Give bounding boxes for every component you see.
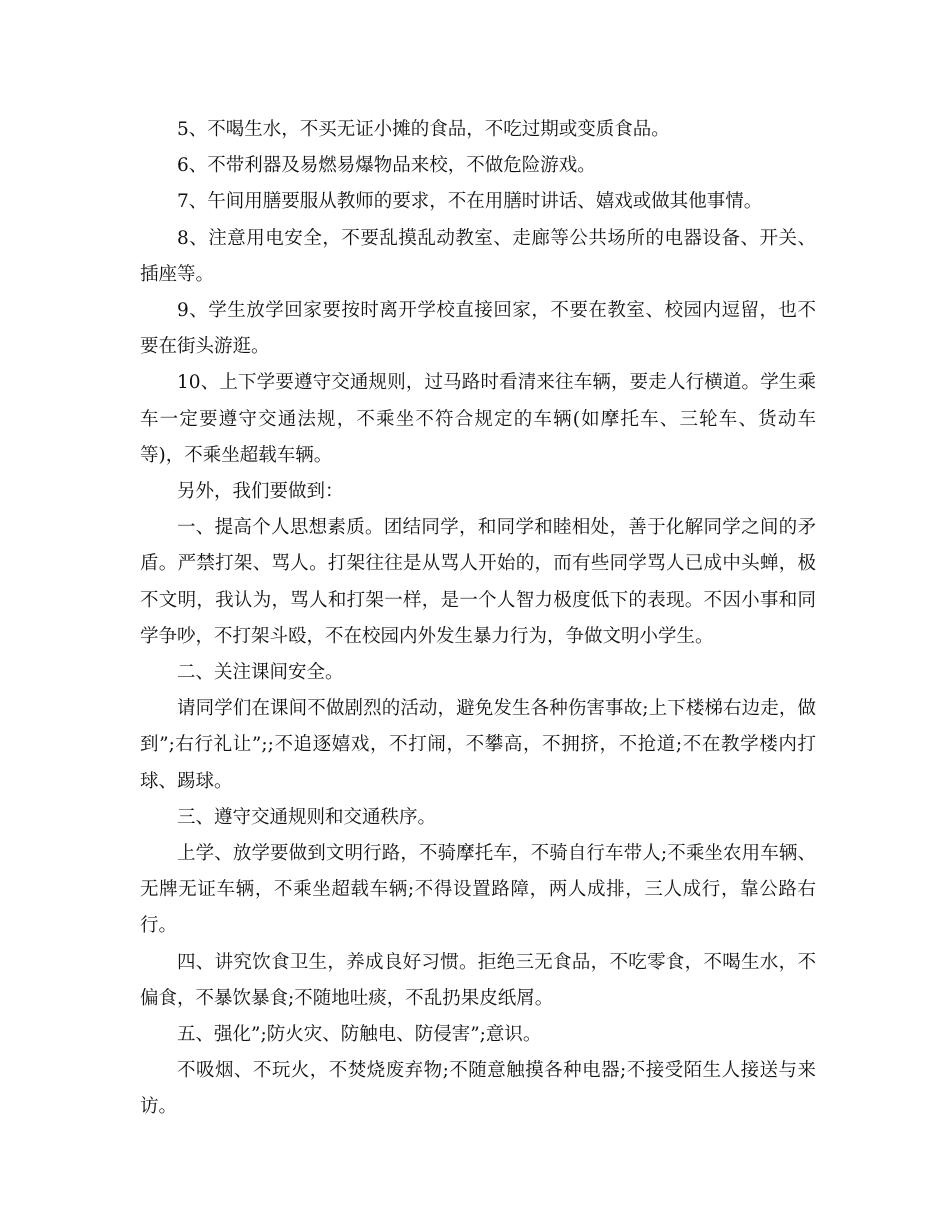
section-1-paragraph: 一、提高个人思想素质。团结同学，和同学和睦相处，善于化解同学之间的矛盾。严禁打架、骂人。打架往往是从骂人开始的，而有些同学骂人已成中头蝉，极不文明，我认为，骂人和打架一样，是一个人智力极度低下的表现。不因小事和同学争吵，不打架斗殴，不在校园内外发生暴力行为，争做文明小学生。 [140,517,816,647]
section-3-heading: 三、遵守交通规则和交通秩序。 [177,806,437,828]
section-5-heading: 五、强化”;防火灾、防触电、防侵害”;意识。 [177,1024,542,1046]
section-5-body: 不吸烟、不玩火，不焚烧废弃物;不随意触摸各种电器;不接受陌生人接送与来访。 [140,1060,816,1118]
rule-5-paragraph: 5、不喝生水，不买无证小摊的食品，不吃过期或变质食品。 [177,119,670,140]
rule-9-paragraph: 9、学生放学回家要按时离开学校直接回家，不要在教室、校园内逗留，也不要在街头游逛。 [140,300,816,358]
section-2-heading: 二、关注课间安全。 [177,662,344,684]
additional-intro-paragraph: 另外，我们要做到： [177,481,344,503]
document-body [140,112,816,1126]
rule-7-paragraph: 7、午间用膳要服从教师的要求，不在用膳时讲话、嬉戏或做其他事情。 [177,191,763,213]
rule-10-paragraph: 10、上下学要遵守交通规则，过马路时看清来往车辆，要走人行横道。学生乘车一定要遵守交通法规，不乘坐不符合规定的车辆(如摩托车、三轮车、货动车等)，不乘坐超载车辆。 [140,372,816,466]
section-2-body: 请同学们在课间不做剧烈的活动，避免发生各种伤害事故;上下楼梯右边走，做到”;右行礼让”;;不追逐嬉戏，不打闹，不攀高，不拥挤，不抢道;不在教学楼内打球、踢球。 [140,698,816,792]
section-4-paragraph: 四、讲究饮食卫生，养成良好习惯。拒绝三无食品，不吃零食，不喝生水，不偏食，不暴饮暴食;不随地吐痰，不乱扔果皮纸屑。 [140,951,816,1009]
rule-8-paragraph: 8、注意用电安全，不要乱摸乱动教室、走廊等公共场所的电器设备、开关、插座等。 [140,227,816,285]
section-3-body: 上学、放学要做到文明行路，不骑摩托车，不骑自行车带人;不乘坐农用车辆、无牌无证车辆，不乘坐超载车辆;不得设置路障，两人成排，三人成行，靠公路右行。 [140,843,816,937]
rule-6-paragraph: 6、不带利器及易燃易爆物品来校，不做危险游戏。 [177,155,596,177]
